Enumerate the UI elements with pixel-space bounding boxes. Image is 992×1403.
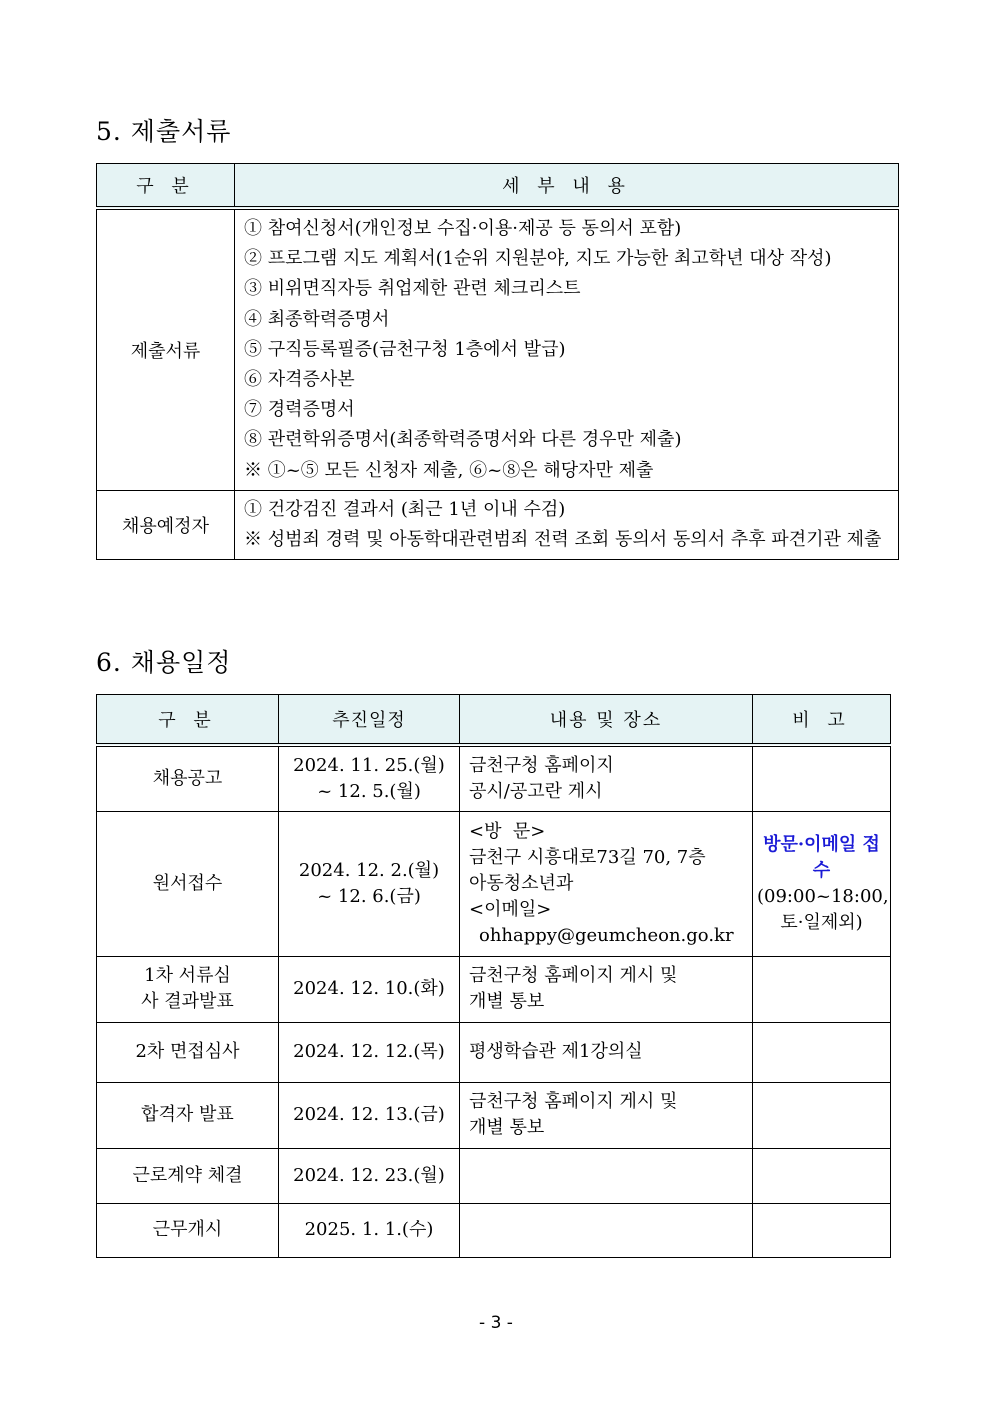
page-number: - 3 - xyxy=(479,1313,513,1333)
stage xyxy=(97,956,279,1022)
documents-table-header xyxy=(97,164,899,209)
remarks-highlight: 방문·이메일 접수 xyxy=(763,833,880,881)
content-line: 금천구청 홈페이지 xyxy=(469,754,614,776)
row-details xyxy=(235,490,899,559)
documents-table xyxy=(96,163,899,560)
stage-label: 1차 서류심사 결과발표 xyxy=(141,965,234,1012)
date-start: 2024. 12. 2.(월) xyxy=(298,859,440,881)
header-content-place: 내용 및 장소 xyxy=(460,695,753,746)
schedule-table-header xyxy=(97,695,891,746)
date-start: 2024. 11. 25.(월) xyxy=(293,754,445,776)
schedule-table xyxy=(96,694,891,1258)
document-item: ⑦ 경력증명서 xyxy=(244,399,355,421)
document-item: ⑤ 구직등록필증(금천구청 1층에서 발급) xyxy=(244,338,566,360)
document-item: ① 건강검진 결과서 (최근 1년 이내 수검) xyxy=(244,498,566,520)
content xyxy=(460,1022,753,1082)
content-line: 개별 통보 xyxy=(469,991,545,1012)
content xyxy=(460,1082,753,1148)
content-line: <이메일> xyxy=(469,898,552,920)
header-remarks: 비 고 xyxy=(753,695,891,746)
remarks xyxy=(753,1082,891,1148)
document-item: ④ 최종학력증명서 xyxy=(244,308,390,330)
remarks xyxy=(753,1148,891,1203)
header-details: 세 부 내 용 xyxy=(235,164,899,209)
content-line: 금천구청 홈페이지 게시 및 xyxy=(469,965,678,986)
email-address: ohhappy@geumcheon.go.kr xyxy=(479,924,734,946)
table-row xyxy=(97,745,891,811)
remarks xyxy=(753,1022,891,1082)
header-category: 구 분 xyxy=(97,164,235,209)
table-row xyxy=(97,1022,891,1082)
document-item: ② 프로그램 지도 계획서(1순위 지원분야, 지도 가능한 최고학년 대상 작성) xyxy=(244,248,832,270)
content-line: 금천구 시흥대로73길 70, 7층 xyxy=(469,846,706,868)
content xyxy=(460,956,753,1022)
content-line: 공시/공고란 게시 xyxy=(469,780,603,802)
content xyxy=(460,745,753,811)
row-label: 제출서류 xyxy=(97,208,235,490)
remarks xyxy=(753,1203,891,1257)
content-line: <방 문> xyxy=(469,820,546,842)
stage: 합격자 발표 xyxy=(97,1082,279,1148)
header-schedule: 추진일정 xyxy=(279,695,460,746)
row-label: 채용예정자 xyxy=(97,490,235,559)
date-end: ~ 12. 5.(월) xyxy=(317,780,421,802)
section-title-documents: 5. 제출서류 xyxy=(96,117,232,146)
document-note: ※ ①~⑤ 모든 신청자 제출, ⑥~⑧은 해당자만 제출 xyxy=(244,459,654,481)
remarks xyxy=(753,956,891,1022)
content-line: 개별 통보 xyxy=(469,1117,545,1138)
table-row xyxy=(97,1148,891,1203)
document-item: ① 참여신청서(개인정보 수집·이용·제공 등 동의서 포함) xyxy=(244,218,682,239)
stage: 채용공고 xyxy=(97,745,279,811)
section-title-schedule: 6. 채용일정 xyxy=(96,648,232,677)
content-line: 평생학습관 제1강의실 xyxy=(469,1041,643,1062)
table-row xyxy=(97,1082,891,1148)
stage: 2차 면접심사 xyxy=(97,1022,279,1082)
content xyxy=(460,811,753,956)
stage: 근무개시 xyxy=(97,1203,279,1257)
document-item: ⑧ 관련학위증명서(최종학력증명서와 다른 경우만 제출) xyxy=(244,429,682,451)
date xyxy=(279,745,460,811)
table-row xyxy=(97,956,891,1022)
date xyxy=(279,811,460,956)
row-details xyxy=(235,208,899,490)
date: 2024. 12. 13.(금) xyxy=(279,1082,460,1148)
date-end: ~ 12. 6.(금) xyxy=(317,885,421,907)
content-line: 아동청소년과 xyxy=(469,872,574,894)
date: 2024. 12. 10.(화) xyxy=(279,956,460,1022)
remarks xyxy=(753,745,891,811)
document-item: ⑥ 자격증사본 xyxy=(244,369,355,391)
date: 2024. 12. 12.(목) xyxy=(279,1022,460,1082)
content-line: 금천구청 홈페이지 게시 및 xyxy=(469,1091,678,1112)
header-category: 구 분 xyxy=(97,695,279,746)
stage: 근로계약 체결 xyxy=(97,1148,279,1203)
document-note: ※ 성범죄 경력 및 아동학대관련범죄 전력 조회 동의서 동의서 추후 파견기관 제출 xyxy=(244,529,882,551)
date: 2025. 1. 1.(수) xyxy=(279,1203,460,1257)
remarks-hours: (09:00~18:00, 토·일제외) xyxy=(757,885,889,933)
table-row xyxy=(97,208,899,490)
content xyxy=(460,1203,753,1257)
stage: 원서접수 xyxy=(97,811,279,956)
table-row xyxy=(97,1203,891,1257)
table-row xyxy=(97,811,891,956)
remarks xyxy=(753,811,891,956)
document-item: ③ 비위면직자등 취업제한 관련 체크리스트 xyxy=(244,278,581,300)
date: 2024. 12. 23.(월) xyxy=(279,1148,460,1203)
table-row xyxy=(97,490,899,559)
content xyxy=(460,1148,753,1203)
